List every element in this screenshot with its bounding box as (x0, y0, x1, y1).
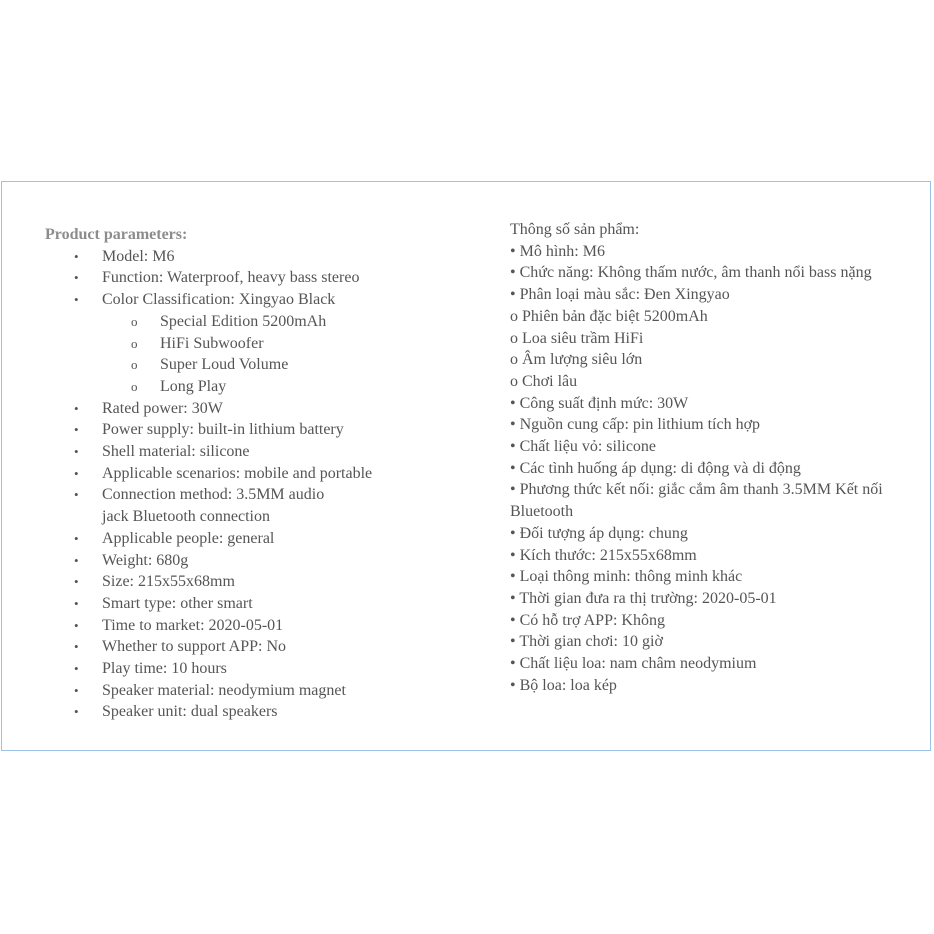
bullet: • (74, 270, 79, 286)
english-heading: Product parameters: (45, 226, 188, 243)
list-item (45, 398, 485, 420)
item-text: Play time: 10 hours (102, 660, 227, 678)
vietnamese-line: • Thời gian chơi: 10 giờ (510, 633, 663, 651)
vietnamese-line: o Âm lượng siêu lớn (510, 351, 643, 369)
sub-list-item (45, 311, 485, 333)
item-text: Time to market: 2020-05-01 (102, 616, 284, 634)
bullet: • (74, 574, 79, 590)
vietnamese-line: • Bộ loa: loa kép (510, 676, 617, 694)
vietnamese-line: • Đối tượng áp dụng: chung (510, 524, 688, 542)
sub-bullet: o (131, 335, 138, 351)
color-sub-list (45, 311, 485, 398)
list-item (45, 463, 485, 485)
english-list (45, 246, 485, 723)
sub-item-text: Special Edition 5200mAh (160, 312, 327, 330)
vietnamese-line: • Các tình huống áp dụng: di động và di động (510, 459, 801, 477)
sub-item-text: HiFi Subwoofer (160, 334, 264, 352)
list-item (45, 419, 485, 441)
bullet: • (74, 552, 79, 568)
bullet: • (74, 400, 79, 416)
list-item (45, 246, 485, 268)
vietnamese-line: • Phương thức kết nối: giắc cắm âm thanh 3.5MM Kết nối Bluetooth (510, 481, 883, 521)
list-item (45, 550, 485, 572)
list-item (45, 571, 485, 593)
list-item (45, 658, 485, 680)
vietnamese-line: • Kích thước: 215x55x68mm (510, 546, 697, 564)
bullet: • (74, 487, 79, 503)
sub-bullet: o (131, 357, 138, 373)
item-text: Speaker material: neodymium magnet (102, 681, 346, 699)
bullet: • (74, 595, 79, 611)
sub-bullet: o (131, 313, 138, 329)
vietnamese-heading: Thông số sản phẩm: (510, 221, 640, 238)
vietnamese-line: • Chất liệu loa: nam châm neodymium (510, 655, 757, 673)
item-text: Rated power: 30W (102, 399, 223, 417)
item-text: Size: 215x55x68mm (102, 573, 235, 591)
bullet: • (74, 704, 79, 720)
bullet: • (74, 682, 79, 698)
item-text: Power supply: built-in lithium battery (102, 421, 344, 439)
list-item (45, 441, 485, 463)
list-item (45, 593, 485, 615)
vietnamese-line: • Loại thông minh: thông minh khác (510, 568, 743, 586)
item-text: Applicable people: general (102, 529, 275, 547)
sub-item-text: Long Play (160, 377, 227, 395)
bullet: • (74, 639, 79, 655)
vietnamese-line: • Chất liệu vỏ: silicone (510, 438, 657, 456)
item-text: Smart type: other smart (102, 594, 253, 612)
vietnamese-line: • Thời gian đưa ra thị trường: 2020-05-01 (510, 589, 777, 607)
vietnamese-line: • Chức năng: Không thấm nước, âm thanh nổi bass nặng (510, 264, 872, 282)
list-item (45, 615, 485, 637)
bullet: • (74, 292, 79, 308)
english-parameters (45, 224, 485, 723)
bullet: • (74, 422, 79, 438)
vietnamese-line: o Phiên bản đặc biệt 5200mAh (510, 307, 708, 325)
item-text: Function: Waterproof, heavy bass stereo (102, 269, 360, 287)
list-item (45, 267, 485, 289)
sub-list-item (45, 354, 485, 376)
item-text: Color Classification: Xingyao Black (102, 291, 336, 309)
bullet: • (74, 444, 79, 460)
vietnamese-line: • Có hỗ trợ APP: Không (510, 611, 665, 629)
item-text: Connection method: 3.5MM audio jack Bluetooth connection (102, 486, 325, 526)
bullet: • (74, 248, 79, 264)
list-item (45, 636, 485, 658)
vietnamese-line: o Loa siêu trầm HiFi (510, 329, 644, 347)
sub-list-item (45, 376, 485, 398)
bullet: • (74, 465, 79, 481)
list-item (45, 701, 485, 723)
vietnamese-line: • Phân loại màu sắc: Đen Xingyao (510, 286, 730, 304)
item-text: Weight: 680g (102, 551, 189, 569)
vietnamese-parameters (510, 219, 905, 696)
vietnamese-line: • Mô hình: M6 (510, 242, 605, 260)
item-text: Applicable scenarios: mobile and portable (102, 464, 373, 482)
item-text: Model: M6 (102, 247, 175, 265)
item-text: Speaker unit: dual speakers (102, 703, 278, 721)
bullet: • (74, 661, 79, 677)
sub-list-item (45, 333, 485, 355)
item-text: Shell material: silicone (102, 443, 250, 461)
list-item (45, 680, 485, 702)
sub-bullet: o (131, 378, 138, 394)
sub-item-text: Super Loud Volume (160, 356, 289, 374)
list-item (45, 528, 485, 550)
bullet: • (74, 617, 79, 633)
list-item (45, 484, 485, 527)
item-text: Whether to support APP: No (102, 638, 286, 656)
list-item (45, 289, 485, 398)
vietnamese-line: • Nguồn cung cấp: pin lithium tích hợp (510, 416, 761, 434)
vietnamese-line: • Công suất định mức: 30W (510, 394, 689, 412)
bullet: • (74, 530, 79, 546)
vietnamese-line: o Chơi lâu (510, 372, 578, 390)
